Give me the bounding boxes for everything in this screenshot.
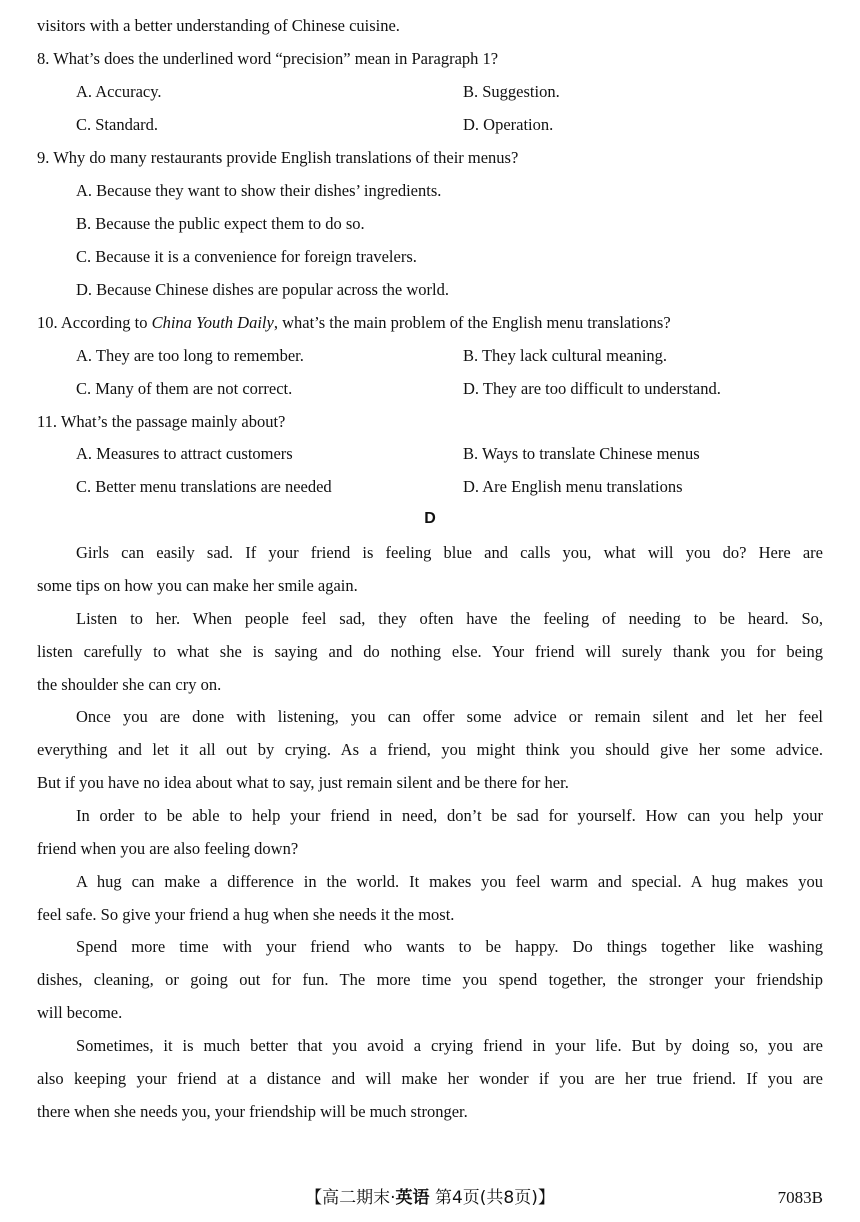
paragraph-4-line-1: In order to be able to help your friend in need, don’t be sad for yourself. How can you help your: [76, 806, 823, 825]
paragraph-7-line-3: there when she needs you, your friendship will be much stronger.: [37, 1102, 468, 1121]
paragraph-2-line-2: listen carefully to what she is saying and do nothing else. Your friend will surely thank you for being: [37, 642, 823, 661]
paragraph-6-line-1: Spend more time with your friend who wants to be happy. Do things together like washing: [76, 937, 823, 956]
question-9-option-b: B. Because the public expect them to do so.: [76, 214, 365, 233]
paragraph-2-line-1: Listen to her. When people feel sad, they often have the feeling of needing to be heard. So,: [76, 609, 823, 628]
question-8-option-b: B. Suggestion.: [463, 82, 560, 101]
passage-c-last-line: visitors with a better understanding of Chinese cuisine.: [37, 16, 400, 35]
paragraph-4-line-2: friend when you are also feeling down?: [37, 839, 299, 858]
paragraph-7-line-2: also keeping your friend at a distance and will make her wonder if you are her true friend. If you are: [37, 1069, 823, 1088]
question-11-option-d: D. Are English menu translations: [463, 477, 683, 496]
question-10-option-d: D. They are too difficult to understand.: [463, 379, 721, 398]
question-11-option-c: C. Better menu translations are needed: [76, 477, 332, 496]
question-11-option-b: B. Ways to translate Chinese menus: [463, 444, 700, 463]
exam-code: 7083B: [777, 1188, 823, 1207]
paragraph-6-line-2: dishes, cleaning, or going out for fun. The more time you spend together, the stronger your friendship: [37, 970, 823, 989]
paragraph-7-line-1: Sometimes, it is much better that you avoid a crying friend in your life. But by doing so, you are: [76, 1036, 823, 1055]
question-8-option-d: D. Operation.: [463, 115, 554, 134]
question-10-stem: [37, 313, 671, 333]
footer-prefix: 【高二期末·: [305, 1188, 396, 1208]
question-8-stem: 8. What’s does the underlined word “precision” mean in Paragraph 1?: [37, 49, 499, 68]
paragraph-5-line-1: A hug can make a difference in the world. It makes you feel warm and special. A hug makes you: [76, 872, 823, 891]
question-9-option-c: C. Because it is a convenience for foreign travelers.: [76, 247, 417, 266]
question-9-option-a: A. Because they want to show their dishes’ ingredients.: [76, 181, 442, 200]
question-10-stem-suffix: , what’s the main problem of the English menu translations?: [273, 313, 671, 332]
paragraph-1-line-1: Girls can easily sad. If your friend is feeling blue and calls you, what will you do? Here are: [76, 543, 823, 562]
paragraph-3-line-1: Once you are done with listening, you can offer some advice or remain silent and let her feel: [76, 707, 823, 726]
footer-subject: 英语: [395, 1188, 430, 1208]
paragraph-2-line-3: the shoulder she can cry on.: [37, 675, 222, 694]
question-9-option-d: D. Because Chinese dishes are popular across the world.: [76, 280, 449, 299]
footer-page-number: 第4页(共8页)】: [429, 1188, 555, 1208]
question-10-source-title: China Youth Daily: [151, 313, 274, 332]
paragraph-6-line-3: will become.: [37, 1003, 123, 1022]
section-heading: D: [424, 510, 436, 527]
paragraph-3-line-3: But if you have no idea about what to say, just remain silent and be there for her.: [37, 773, 569, 792]
question-10-option-c: C. Many of them are not correct.: [76, 379, 293, 398]
question-11-option-a: A. Measures to attract customers: [76, 444, 293, 463]
paragraph-1-line-2: some tips on how you can make her smile again.: [37, 576, 358, 595]
question-10-stem-prefix: 10. According to: [37, 313, 152, 332]
page-footer: [0, 1187, 860, 1209]
question-11-stem: 11. What’s the passage mainly about?: [37, 412, 286, 431]
question-10-option-a: A. They are too long to remember.: [76, 346, 304, 365]
paragraph-5-line-2: feel safe. So give your friend a hug when she needs it the most.: [37, 905, 455, 924]
paragraph-3-line-2: everything and let it all out by crying. As a friend, you might think you should give her some advice.: [37, 740, 823, 759]
question-8-option-a: A. Accuracy.: [76, 82, 162, 101]
question-9-stem: 9. Why do many restaurants provide English translations of their menus?: [37, 148, 519, 167]
question-10-option-b: B. They lack cultural meaning.: [463, 346, 668, 365]
question-8-option-c: C. Standard.: [76, 115, 159, 134]
